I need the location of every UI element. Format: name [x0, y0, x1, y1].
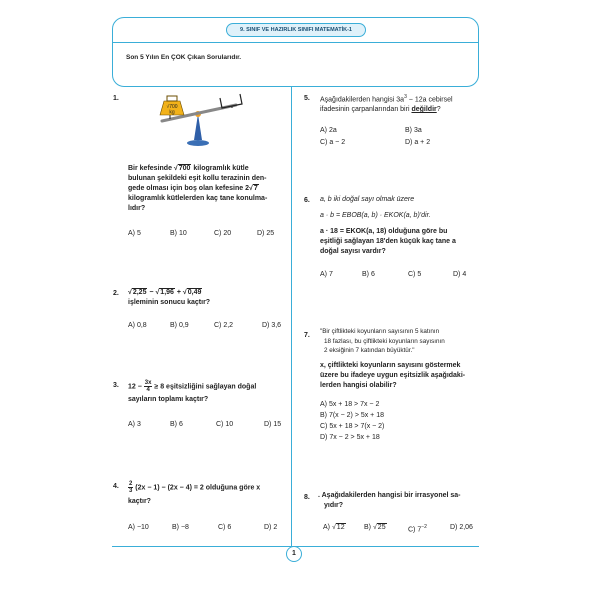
q5-line1b: − 12a cebirsel	[406, 96, 453, 104]
q3-option-c[interactable]: C) 10	[216, 421, 234, 428]
q3-option-d[interactable]: D) 15	[264, 421, 282, 428]
q8-text	[318, 491, 483, 511]
q3-fraction	[144, 380, 153, 393]
q5-line1a: Aşağıdakilerden hangisi 3a	[320, 96, 405, 104]
q6-option-b[interactable]: B) 6	[362, 271, 375, 278]
q8-option-c-sup: −2	[421, 524, 427, 530]
q2-option-c[interactable]: C) 2,2	[214, 322, 234, 329]
q3-expr-pre: 12 −	[128, 383, 142, 391]
q1-text: Bir kefesinde √700 kilogramlık kütle bulunan şekildeki eşit kollu terazinin den- gede olması için boş olan kefesine 2√7 kilogramlık kütlelerden kaç tane konulma- lıdır?	[128, 164, 293, 214]
q8-number: 8.	[304, 494, 310, 501]
q7-line2: 18 fazlası, bu çiftlikteki koyunların sayısının	[324, 337, 445, 345]
q2-sqrt-b: 1,96	[160, 289, 174, 296]
q4-option-d[interactable]: D) 2	[264, 524, 278, 531]
q1-line4: kilogramlık kütlelerden kaç tane konulma-	[128, 195, 268, 202]
q4-fraction	[128, 481, 133, 494]
q4-option-b[interactable]: B) −8	[172, 524, 189, 531]
q4-text	[128, 481, 293, 507]
q2-sqrt-c: 0,49	[187, 289, 202, 296]
q4-option-a[interactable]: A) −10	[128, 524, 149, 531]
q8-option-b-label: B)	[364, 524, 371, 531]
q6-line2: a · b = EBOB(a, b) · EKOK(a, b)'dir.	[320, 212, 431, 219]
q3-text	[128, 380, 293, 405]
q7-option-c[interactable]: C) 5x + 18 > 7(x − 2)	[320, 423, 385, 430]
q7-line6: lerden hangisi olabilir?	[320, 382, 397, 389]
q2-sqrt-a: 2,25	[132, 289, 147, 296]
q8-option-b-sqrt: 25	[377, 524, 386, 531]
q8-option-a-sqrt: 12	[336, 524, 345, 531]
q2-option-d[interactable]: D) 3,6	[262, 322, 282, 329]
q8-option-a[interactable]: A) √12	[323, 524, 345, 531]
q5-number: 5.	[304, 95, 310, 102]
q7-line3: 2 eksiğinin 7 katından büyüktür."	[324, 347, 415, 354]
q5-line2b: ?	[436, 106, 441, 114]
q1-option-b[interactable]: B) 10	[170, 230, 187, 237]
column-divider	[291, 87, 292, 547]
q7-text	[320, 361, 485, 391]
q6-line3: a · 18 = EKOK(a, 18) olduğuna göre bu	[320, 228, 448, 235]
q7-option-a[interactable]: A) 5x + 18 > 7x − 2	[320, 401, 380, 408]
q1-line1a: Bir kefesinde	[128, 165, 172, 172]
q7-line4: x, çiftlikteki koyunların sayısını göstermek	[320, 362, 461, 369]
q6-line5: doğal sayısı vardır?	[320, 248, 386, 255]
q6-text	[320, 227, 485, 257]
q1-line2: bulunan şekildeki eşit kollu terazinin den-	[128, 175, 267, 182]
q3-option-b[interactable]: B) 6	[170, 421, 183, 428]
q5-option-b[interactable]: B) 3a	[405, 127, 422, 134]
q3-number: 3.	[113, 382, 119, 389]
q3-frac-top: 3x	[144, 380, 152, 386]
q3-option-a[interactable]: A) 3	[128, 421, 141, 428]
q4-frac-top: 2	[129, 481, 133, 487]
q1-sqrt-7: 7	[253, 185, 258, 192]
q1-sqrt-700: 700	[178, 165, 191, 172]
q1-option-d[interactable]: D) 25	[257, 230, 275, 237]
q5-option-d[interactable]: D) a + 2	[405, 139, 431, 146]
page-number: 1	[286, 546, 302, 562]
q8-option-d[interactable]: D) 2,06	[450, 524, 473, 531]
q6-option-c[interactable]: C) 5	[408, 271, 422, 278]
q1-line1b: kilogramlık kütle	[193, 165, 249, 172]
q8-line1: . Aşağıdakilerden hangisi bir irrasyonel sa-	[318, 492, 461, 499]
q7-quote	[320, 327, 485, 356]
q1-line3a: gede olması için boş olan kefesine 2	[128, 185, 249, 192]
q5-option-a[interactable]: A) 2a	[320, 127, 337, 134]
header-box	[112, 17, 479, 87]
q4-frac-bot: 3	[129, 488, 133, 494]
q1-line5: lıdır?	[128, 205, 146, 212]
q2-line2: işleminin sonucu kaçtır?	[128, 299, 211, 306]
q1-option-c[interactable]: C) 20	[214, 230, 232, 237]
q5-line2-underline: değildir	[411, 106, 437, 114]
q2-option-a[interactable]: A) 0,8	[128, 322, 147, 329]
q6-option-d[interactable]: D) 4	[453, 271, 467, 278]
q1-option-a[interactable]: A) 5	[128, 230, 141, 237]
q4-number: 4.	[113, 483, 119, 490]
header-divider	[113, 42, 478, 43]
q8-option-c[interactable]	[408, 524, 427, 533]
q3-line2: sayıların toplamı kaçtır?	[128, 396, 209, 403]
balance-scale-illustration	[150, 88, 250, 148]
weight-label-top: √700	[166, 104, 178, 110]
q8-option-c-label: C) 7	[408, 526, 422, 534]
q1-number: 1.	[113, 95, 119, 102]
q8-line2: yıdır?	[324, 502, 344, 509]
q7-line5: üzere bu ifadeye uygun eşitsizlik aşağıdaki-	[320, 372, 466, 379]
q7-option-d[interactable]: D) 7x − 2 > 5x + 18	[320, 434, 380, 441]
q4-line2: kaçtır?	[128, 498, 151, 505]
q2-number: 2.	[113, 290, 119, 297]
q4-option-c[interactable]: C) 6	[218, 524, 232, 531]
q6-option-a[interactable]: A) 7	[320, 271, 333, 278]
q5-text	[320, 92, 480, 115]
q8-option-a-label: A)	[323, 524, 330, 531]
q4-expr: (2x − 1) − (2x − 4) = 2 olduğuna göre x	[135, 484, 261, 492]
q6-line4: eşitliği sağlayan 18'den küçük kaç tane a	[320, 238, 456, 245]
q5-sup: 3	[404, 94, 407, 100]
q2-option-b[interactable]: B) 0,9	[170, 322, 189, 329]
q7-line1: "Bir çiftlikteki koyunların sayısının 5 katının	[320, 328, 440, 335]
q6-number: 6.	[304, 197, 310, 204]
weight-label-bottom: kg	[169, 109, 175, 116]
q7-number: 7.	[304, 332, 310, 339]
page-title: 9. SINIF VE HAZIRLIK SINIFI MATEMATİK-1	[226, 23, 366, 37]
q8-option-b[interactable]: B) √25	[364, 524, 386, 531]
q5-line2a: ifadesinin çarpanlarından biri	[320, 106, 412, 114]
q2-text: √2,25 − √1,96 + √0,49 işleminin sonucu kaçtır?	[128, 288, 288, 308]
q3-expr-post: ≥ 8 eşitsizliğini sağlayan doğal	[154, 383, 257, 391]
q7-option-b[interactable]: B) 7(x − 2) > 5x + 18	[320, 412, 385, 419]
q3-frac-bot: 4	[146, 387, 150, 393]
q6-line1: a, b iki doğal sayı olmak üzere	[320, 196, 415, 203]
page-subtitle: Son 5 Yılın En ÇOK Çıkan Sorularıdır.	[126, 54, 242, 61]
q5-option-c[interactable]: C) a − 2	[320, 139, 346, 146]
